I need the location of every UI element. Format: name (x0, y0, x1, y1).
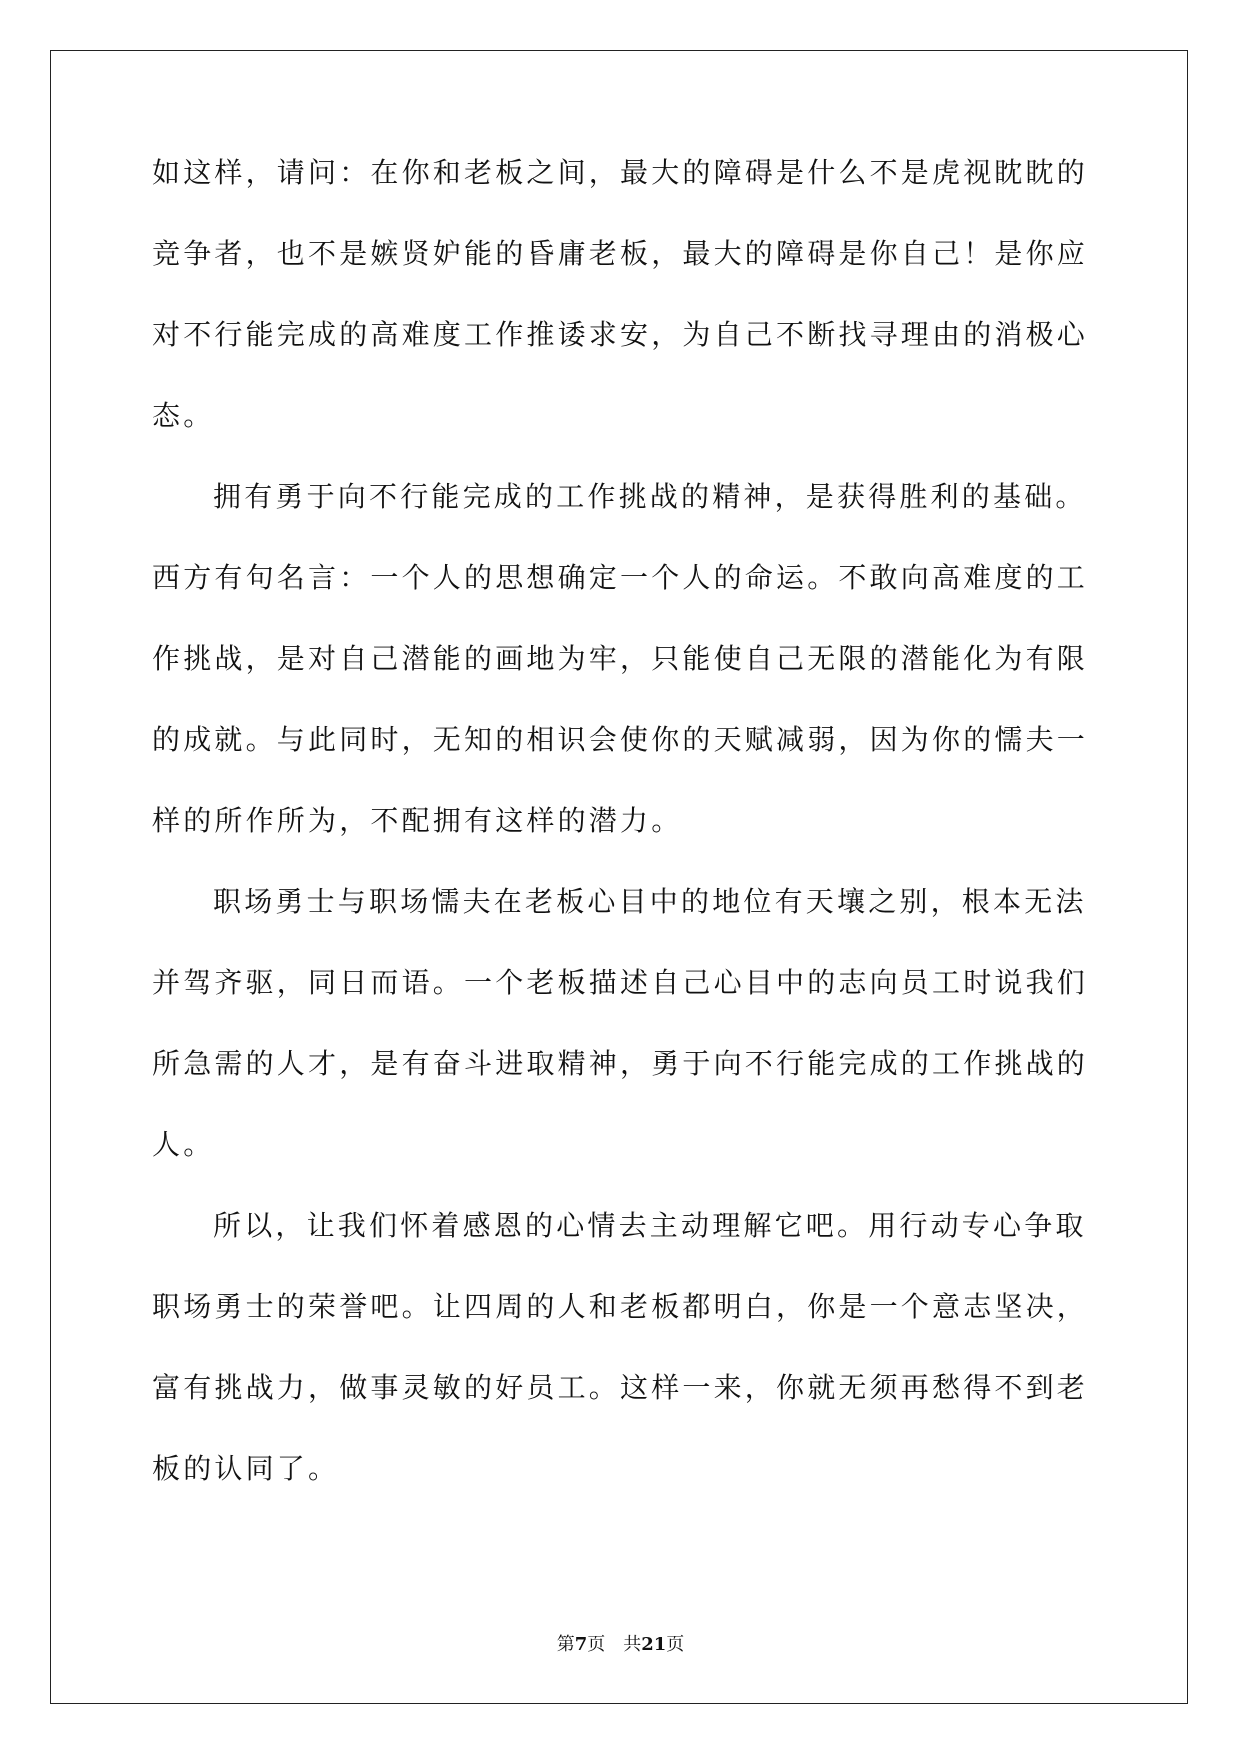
text-line-5: 拥有勇于向不行能完成的工作挑战的精神，是获得胜利的基础。 (213, 480, 1087, 513)
text-line-17: 板的认同了。 (152, 1452, 340, 1485)
text-line-4: 态。 (152, 399, 215, 432)
text-line-15: 职场勇士的荣誉吧。让四周的人和老板都明白，你是一个意志坚决， (152, 1290, 1089, 1323)
text-line-11: 并驾齐驱，同日而语。一个老板描述自己心目中的志向员工时说我们 (152, 966, 1089, 999)
footer-prefix: 第 (556, 1634, 575, 1655)
document-body (152, 153, 1090, 1530)
footer-total-unit: 页 (666, 1634, 685, 1655)
text-line-16: 富有挑战力，做事灵敏的好员工。这样一来，你就无须再愁得不到老 (152, 1371, 1089, 1404)
footer-total-prefix: 共 (623, 1634, 642, 1655)
text-line-9: 样的所作所为，不配拥有这样的潜力。 (152, 804, 683, 837)
text-line-7: 作挑战，是对自己潜能的画地为牢，只能使自己无限的潜能化为有限 (152, 642, 1089, 675)
text-line-12: 所急需的人才，是有奋斗进取精神，勇于向不行能完成的工作挑战的 (152, 1047, 1089, 1080)
text-line-2: 竞争者，也不是嫉贤妒能的昏庸老板，最大的障碍是你自己！是你应 (152, 237, 1089, 270)
text-line-14: 所以，让我们怀着感恩的心情去主动理解它吧。用行动专心争取 (213, 1209, 1087, 1242)
footer-page-unit: 页 (587, 1634, 606, 1655)
text-line-13: 人。 (152, 1128, 215, 1161)
page-footer (0, 1634, 1241, 1656)
text-line-1: 如这样，请问：在你和老板之间，最大的障碍是什么不是虎视眈眈的 (152, 156, 1089, 189)
text-line-8: 的成就。与此同时，无知的相识会使你的天赋减弱，因为你的懦夫一 (152, 723, 1089, 756)
footer-total-pages: 21 (641, 1634, 667, 1655)
text-line-10: 职场勇士与职场懦夫在老板心目中的地位有天壤之别，根本无法 (213, 885, 1087, 918)
text-line-6: 西方有句名言：一个人的思想确定一个人的命运。不敢向高难度的工 (152, 561, 1089, 594)
footer-page-number: 7 (574, 1634, 588, 1655)
text-line-3: 对不行能完成的高难度工作推诿求安，为自己不断找寻理由的消极心 (152, 318, 1089, 351)
